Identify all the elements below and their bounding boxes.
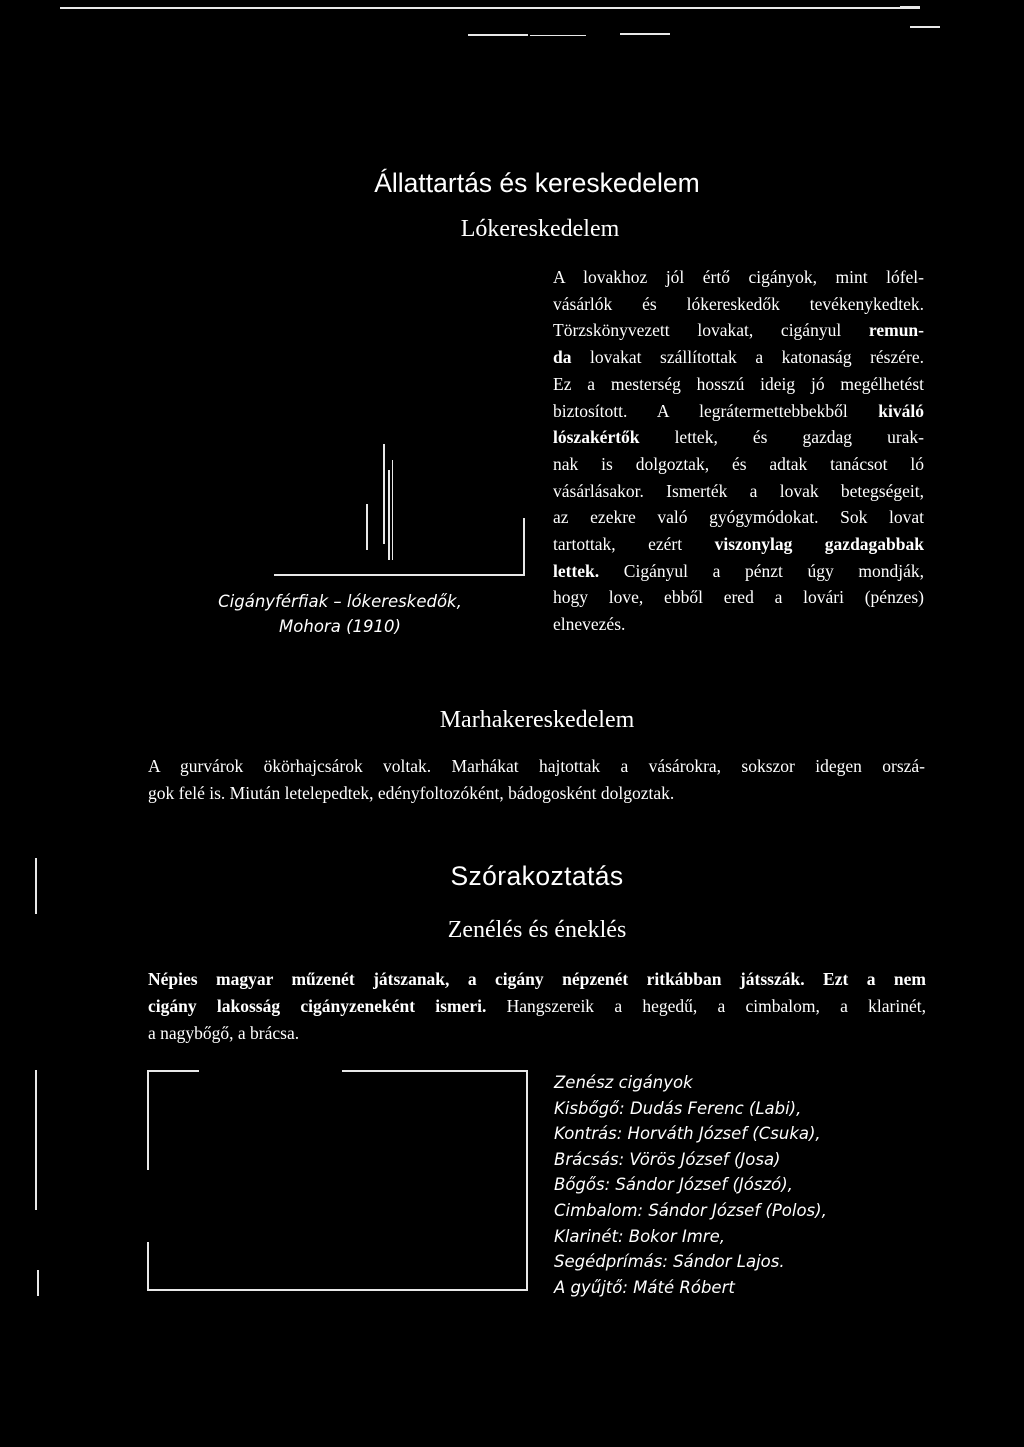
para-line — [553, 398, 924, 425]
top-rule-short-3 — [620, 33, 670, 35]
paragraph-marhakereskedelem — [148, 753, 925, 806]
section-title-allattartas: Állattartás és kereskedelem — [374, 168, 700, 198]
photo-mark — [392, 460, 393, 560]
edge-mark — [35, 1070, 37, 1210]
para-text: biztosított. A legrátermettebbekből — [553, 400, 879, 421]
caption-lokereskedok — [180, 589, 500, 639]
para-line: vásárlók és lókereskedők tevékenykedtek. — [553, 293, 924, 314]
top-rule-short-4 — [910, 26, 940, 28]
para-line — [148, 993, 926, 1020]
para-text: lovakat szállítottak a katonaság részére. — [571, 347, 924, 368]
para-line: elnevezés. — [553, 614, 626, 635]
caption-line: Cimbalom: Sándor József (Polos), — [554, 1200, 827, 1220]
photo-frame-top-left — [147, 1070, 199, 1072]
top-rule-short-2 — [530, 35, 586, 36]
paragraph-lokereskedelem — [553, 264, 924, 638]
para-line: Ez a mesterség hosszú ideig jó megélhetést — [553, 373, 924, 394]
caption-line: Kisbőgő: Dudás Ferenc (Labi), — [554, 1098, 802, 1118]
para-text: Törzskönyvezett lovakat, cigányul — [553, 320, 869, 341]
para-text: lettek, és gazdag urak- — [639, 427, 924, 448]
para-bold: viszonylag gazdagabbak — [714, 534, 925, 555]
photo-mark — [366, 504, 368, 550]
para-line — [553, 344, 924, 371]
para-line — [553, 424, 924, 451]
para-line: A lovakhoz jól értő cigányok, mint lófel- — [553, 267, 924, 287]
para-text: tartottak, ezért — [553, 534, 715, 555]
caption-zenesz-ciganyok — [554, 1070, 1014, 1300]
caption-line: Cigányférfiak – lókereskedők, — [218, 592, 462, 611]
para-line: gok felé is. Miután letelepedtek, edényfoltozóként, bádogosként dolgoztak. — [148, 782, 675, 803]
caption-line: Brácsás: Vörös József (Josa) — [554, 1149, 781, 1169]
caption-line: A gyűjtő: Máté Róbert — [554, 1277, 735, 1297]
para-bold: remun- — [868, 320, 924, 341]
para-line: vásárlásakor. Ismerték a lovak betegségeit, — [553, 480, 924, 501]
subsection-title-marhakereskedelem: Marhakereskedelem — [439, 707, 635, 733]
para-line: a nagybőgő, a brácsa. — [148, 1023, 300, 1043]
para-line: A gurvárok ökörhajcsárok voltak. Marhákat hajtottak a vásárokra, sokszor idegen orszá- — [148, 756, 925, 776]
photo-mark — [274, 574, 525, 576]
para-line: az ezekre való gyógymódokat. Sok lovat — [553, 507, 924, 528]
caption-line: Zenész cigányok — [554, 1073, 693, 1092]
photo-frame-left — [147, 1070, 149, 1170]
photo-mark — [388, 470, 390, 560]
top-rule-accent — [900, 6, 920, 9]
photo-frame-left-lower — [147, 1242, 149, 1290]
para-line — [553, 558, 924, 585]
caption-line: Klarinét: Bokor Imre, — [554, 1226, 725, 1246]
photo-lokereskedok — [270, 430, 530, 580]
para-line — [553, 317, 924, 344]
section-title-szorakoztatas: Szórakoztatás — [450, 861, 624, 891]
caption-line: Kontrás: Horváth József (Csuka), — [554, 1124, 821, 1144]
para-line: hogy love, ebből ered a lovári (pénzes) — [553, 587, 924, 608]
caption-line: Bőgős: Sándor József (Jószó), — [554, 1175, 793, 1195]
edge-mark — [37, 1270, 39, 1296]
para-text: Hangszereik a hegedű, a cimbalom, a klarinét, — [486, 996, 926, 1016]
photo-zenesz-ciganyok — [147, 1070, 529, 1292]
caption-line: Mohora (1910) — [279, 617, 401, 636]
top-rule-short-1 — [468, 34, 528, 36]
para-line — [553, 531, 924, 558]
para-bold: da — [553, 347, 572, 368]
photo-mark — [383, 444, 385, 544]
photo-frame-right — [526, 1070, 528, 1290]
photo-frame-top-right — [342, 1070, 527, 1072]
subsection-title-lokereskedelem: Lókereskedelem — [460, 216, 620, 242]
subsection-title-zeneles: Zenélés és éneklés — [447, 917, 627, 943]
photo-frame-bottom — [147, 1289, 528, 1291]
para-text: Cigányul a pénzt úgy mondják, — [599, 560, 924, 581]
para-bold: cigány lakosság cigányzeneként ismeri. — [148, 996, 487, 1016]
caption-line: Segédprímás: Sándor Lajos. — [554, 1252, 785, 1272]
para-bold: lettek. — [553, 560, 600, 581]
para-line: nak is dolgoztak, és adtak tanácsot ló — [553, 453, 924, 474]
top-rule — [60, 7, 920, 9]
para-bold: kiváló — [878, 400, 924, 421]
paragraph-zeneles — [148, 966, 926, 1047]
para-bold: lószakértők — [553, 427, 640, 448]
para-line-bold: Népies magyar műzenét játszanak, a cigány népzenét ritkábban játsszák. Ezt a nem — [148, 969, 926, 989]
photo-mark — [523, 518, 525, 574]
